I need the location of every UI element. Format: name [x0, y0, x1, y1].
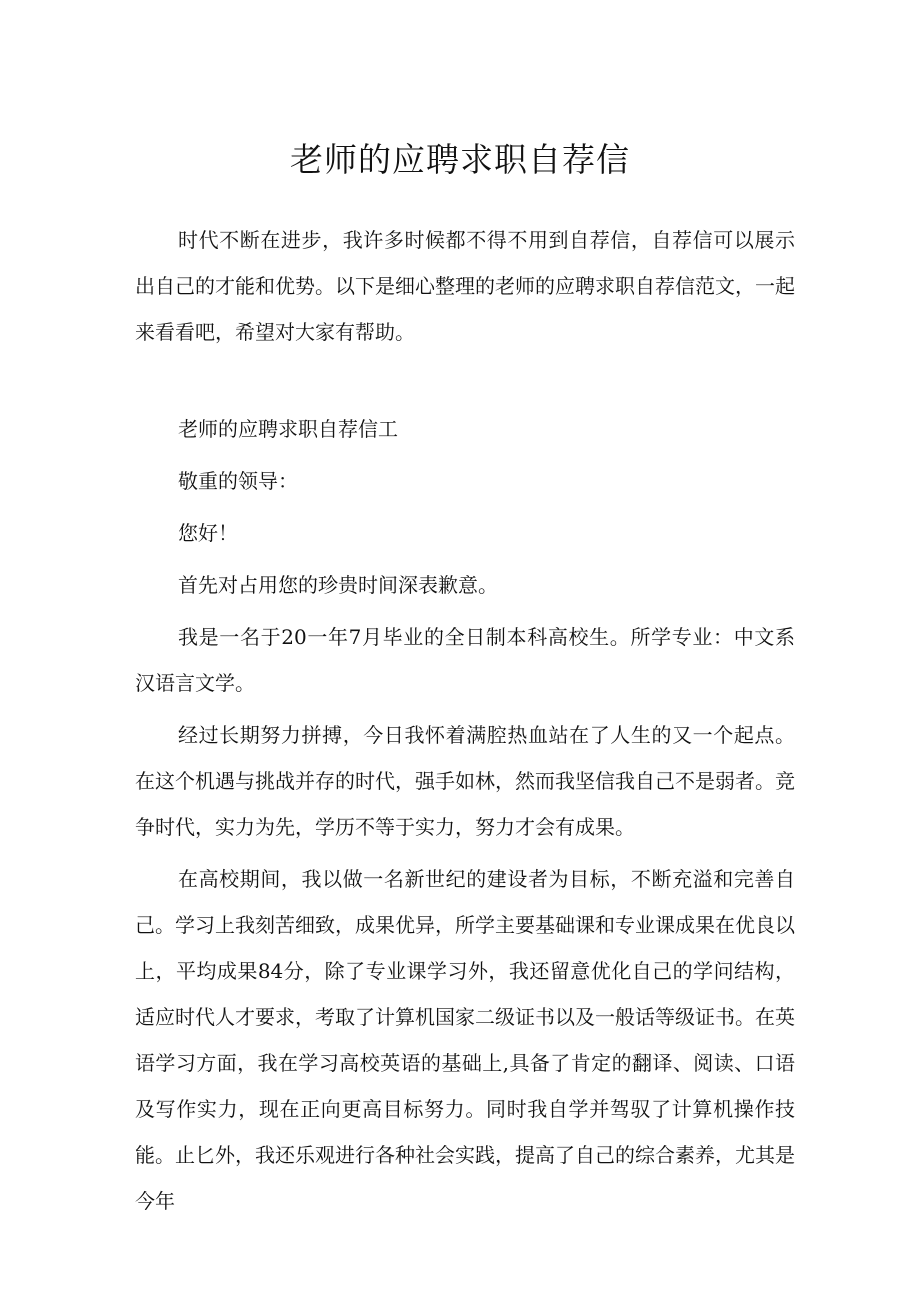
greeting: 您好！ [178, 521, 238, 545]
salutation: 敬重的领导： [178, 469, 298, 493]
motivation-paragraph: 经过长期努力拼搏，今日我怀着满腔热血站在了人生的又一个起点。在这个机遇与挑战并存的时代，强手如林，然而我坚信我自己不是弱者。竞争时代，实力为先，学历不等于实力，努力才会有成果。 [135, 723, 795, 839]
background-paragraph: 我是一名于20一年7月毕业的全日制本科高校生。所学专业：中文系汉语言文学。 [135, 625, 795, 695]
letter-heading: 老师的应聘求职自荐信工 [178, 417, 398, 441]
apology-paragraph: 首先对占用您的珍贵时间深表歉意。 [178, 573, 498, 597]
section-spacer [135, 355, 795, 400]
intro-paragraph: 时代不断在进步，我许多时候都不得不用到自荐信，自荐信可以展示出自己的才能和优势。以下是细心整理的老师的应聘求职自荐信范文，一起来看看吧，希望对大家有帮助。 [135, 228, 795, 344]
study-paragraph: 在高校期间，我以做一名新世纪的建设者为目标，不断充溢和完善自己。学习上我刻苦细致，成果优异，所学主要基础课和专业课成果在优良以上，平均成果84分，除了专业课学习外，我还留意优化自己的学问结构，适应时代人才要求，考取了计算机国家二级证书以及一般话等级证书。在英语学习方面，我在学习高校英语的基础上,具备了肯定的翻译、阅读、口语及写作实力，现在正向更高目标努力。同时我自学并驾驭了计算机操作技能。止匕外，我还乐观进行各种社会实践，提高了自己的综合素养，尤其是今年 [135, 867, 795, 1213]
document-title: 老师的应聘求职自荐信 [290, 140, 630, 179]
document-body [135, 217, 795, 1224]
